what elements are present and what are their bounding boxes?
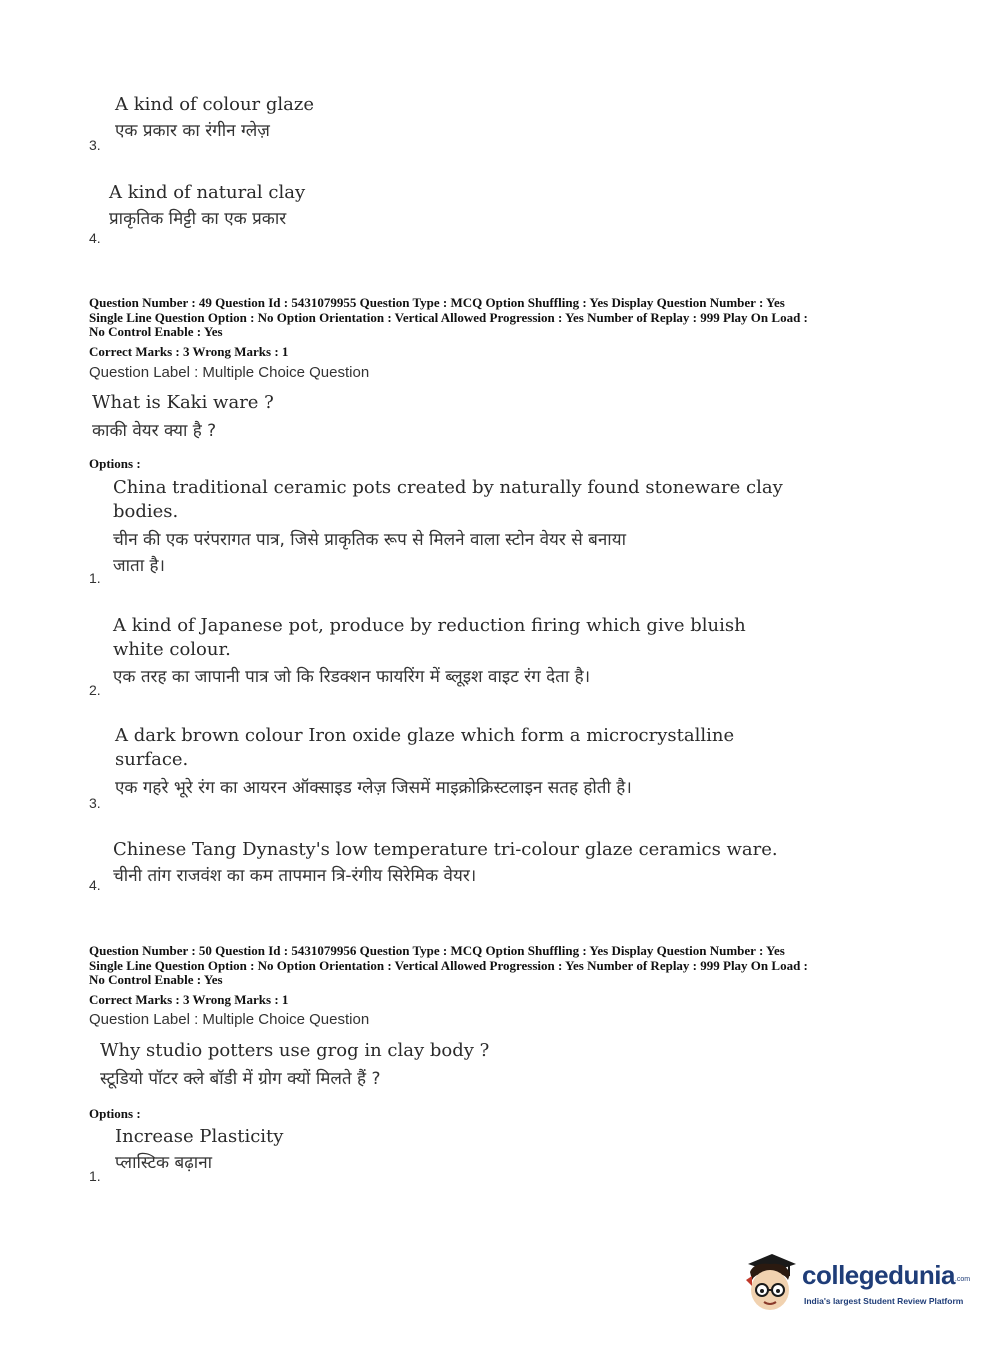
prev-option-4-number: 4. xyxy=(89,230,101,246)
prev-option-4-en: A kind of natural clay xyxy=(109,182,306,203)
prev-option-4-hi: प्राकृतिक मिट्टी का एक प्रकार xyxy=(109,209,287,229)
q49-option-4-en: Chinese Tang Dynasty's low temperature tri-colour glaze ceramics ware. xyxy=(113,839,778,860)
q49-meta-line3: No Control Enable : Yes xyxy=(89,324,223,339)
q49-option-2-en-line2: white colour. xyxy=(113,639,231,660)
q49-option-1-hi-line1: चीन की एक परंपरागत पात्र, जिसे प्राकृतिक रूप से मिलने वाला स्टोन वेयर से बनाया xyxy=(113,530,626,550)
logo-tagline: India's largest Student Review Platform xyxy=(804,1296,964,1306)
q49-options-heading: Options : xyxy=(89,456,141,471)
q49-option-1-en xyxy=(113,476,783,524)
q49-option-1-number: 1. xyxy=(89,570,101,586)
q49-option-3-en xyxy=(115,724,734,772)
prev-option-3-hi: एक प्रकार का रंगीन ग्लेज़ xyxy=(115,121,270,141)
q49-option-4-number: 4. xyxy=(89,877,101,893)
q50-meta-line2: Single Line Question Option : No Option Orientation : Vertical Allowed Progression : Yes Number of Replay : 999 Play On Load : xyxy=(89,957,808,973)
q50-question-hi: स्टूडियो पॉटर क्ले बॉडी में ग्रोग क्यों मिलते हैं ? xyxy=(100,1069,381,1089)
q49-marks: Correct Marks : 3 Wrong Marks : 1 xyxy=(89,344,289,359)
mascot-icon xyxy=(740,1250,798,1316)
q49-option-1-hi xyxy=(113,527,626,579)
prev-option-3-number: 3. xyxy=(89,137,101,153)
q49-meta-line2: Single Line Question Option : No Option Orientation : Vertical Allowed Progression : Yes Number of Replay : 999 Play On Load : xyxy=(89,309,808,325)
collegedunia-logo[interactable] xyxy=(740,1250,972,1320)
q49-option-2-en xyxy=(113,614,746,662)
logo-suffix: .com xyxy=(954,1276,971,1283)
q49-option-2-hi: एक तरह का जापानी पात्र जो कि रिडक्शन फायरिंग में ब्लूइश वाइट रंग देता है। xyxy=(113,667,591,687)
q49-question-hi: काकी वेयर क्या है ? xyxy=(92,421,217,441)
q50-options-heading: Options : xyxy=(89,1106,141,1121)
q50-option-1-hi: प्लास्टिक बढ़ाना xyxy=(115,1153,213,1173)
q49-option-3-en-line2: surface. xyxy=(115,749,189,770)
q50-meta-line1: Question Number : 50 Question Id : 5431079956 Question Type : MCQ Option Shuffling : Yes Display Question Number : Yes xyxy=(89,943,785,958)
logo-name: collegedunia xyxy=(802,1260,955,1290)
q49-option-4-hi: चीनी तांग राजवंश का कम तापमान त्रि-रंगीय सिरेमिक वेयर। xyxy=(113,866,477,886)
q50-label: Question Label : Multiple Choice Question xyxy=(89,1011,370,1028)
prev-option-3-en: A kind of colour glaze xyxy=(115,94,315,115)
q49-option-3-hi: एक गहरे भूरे रंग का आयरन ऑक्साइड ग्लेज़ जिसमें माइक्रोक्रिस्टलाइन सतह होती है। xyxy=(115,778,632,798)
q49-option-1-hi-line2: जाता है। xyxy=(113,556,165,576)
q49-label: Question Label : Multiple Choice Question xyxy=(89,364,370,381)
q49-option-3-number: 3. xyxy=(89,795,101,811)
q50-option-1-en: Increase Plasticity xyxy=(115,1126,284,1147)
q49-option-3-en-line1: A dark brown colour Iron oxide glaze which form a microcrystalline xyxy=(115,725,735,746)
q50-marks: Correct Marks : 3 Wrong Marks : 1 xyxy=(89,992,289,1007)
q49-meta xyxy=(89,296,919,340)
q49-option-2-en-line1: A kind of Japanese pot, produce by reduction firing which give bluish xyxy=(113,615,746,636)
q50-meta xyxy=(89,944,919,988)
logo-wordmark xyxy=(802,1260,970,1291)
q49-option-1-en-line1: China traditional ceramic pots created by naturally found stoneware clay xyxy=(113,477,783,498)
q50-option-1-number: 1. xyxy=(89,1168,101,1184)
q50-question-en: Why studio potters use grog in clay body ? xyxy=(100,1040,490,1061)
q49-meta-line1: Question Number : 49 Question Id : 5431079955 Question Type : MCQ Option Shuffling : Yes Display Question Number : Yes xyxy=(89,295,785,310)
q50-meta-line3: No Control Enable : Yes xyxy=(89,972,223,987)
q49-option-2-number: 2. xyxy=(89,682,101,698)
q49-option-1-en-line2: bodies. xyxy=(113,501,179,522)
q49-question-en: What is Kaki ware ? xyxy=(92,392,274,413)
